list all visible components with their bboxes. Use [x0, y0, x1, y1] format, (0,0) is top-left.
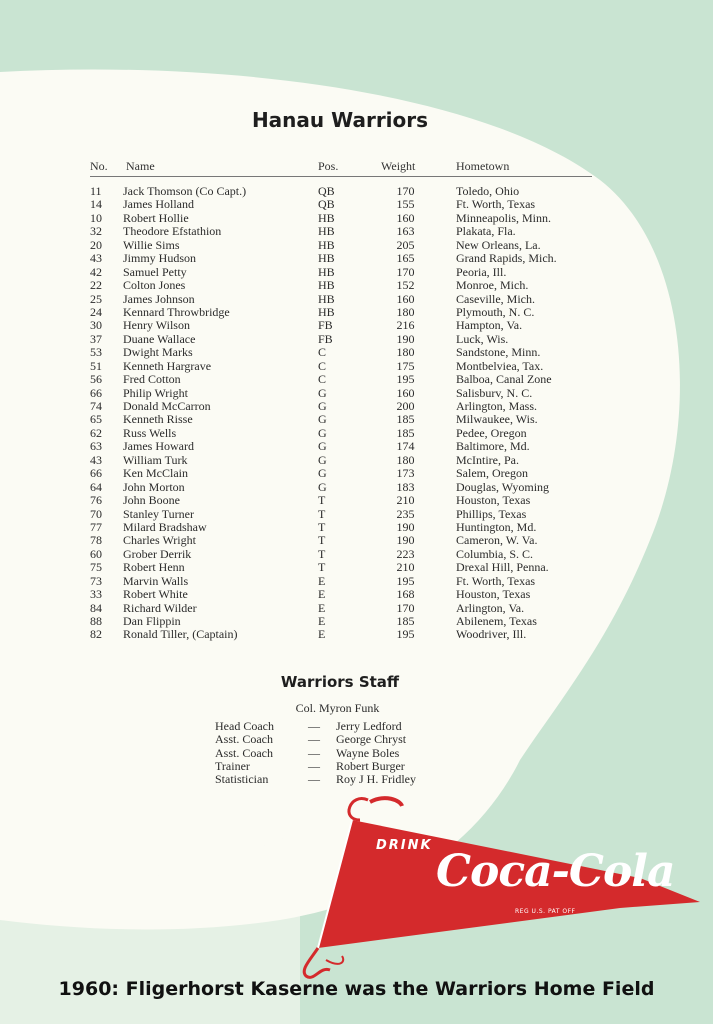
header-hometown: Hometown	[456, 159, 510, 173]
player-position: QB	[318, 197, 335, 212]
player-weight: 175	[396, 358, 415, 373]
player-position: HB	[318, 251, 335, 266]
player-name: James Holland	[123, 197, 194, 212]
staff-dash: —	[308, 745, 320, 760]
player-name: Samuel Petty	[123, 264, 187, 279]
player-number: 62	[90, 425, 102, 440]
player-hometown: Ft. Worth, Texas	[456, 197, 536, 212]
player-position: E	[318, 614, 326, 628]
player-number: 53	[90, 345, 102, 360]
player-weight: 165	[396, 251, 415, 266]
player-number: 42	[90, 264, 102, 279]
player-number: 73	[90, 573, 102, 588]
player-weight: 180	[396, 345, 415, 360]
ad-brand-logo: Coca-Cola	[436, 846, 675, 897]
table-row	[0, 561, 713, 574]
player-name: Philip Wright	[123, 385, 188, 400]
staff-dash: —	[308, 719, 320, 733]
player-position: HB	[318, 278, 335, 293]
player-number: 75	[90, 560, 102, 575]
player-name: Grober Derrik	[123, 546, 192, 561]
player-name: Ken McClain	[123, 466, 188, 481]
player-position: T	[318, 560, 326, 575]
player-hometown: Columbia, S. C.	[456, 546, 534, 561]
player-hometown: Cameron, W. Va.	[456, 533, 538, 548]
player-weight: 155	[396, 197, 415, 212]
staff-name: Roy J H. Fridley	[336, 772, 417, 787]
player-number: 24	[90, 304, 102, 319]
player-position: T	[318, 533, 326, 548]
player-number: 74	[90, 399, 102, 413]
player-name: James Johnson	[123, 291, 195, 306]
player-position: C	[318, 345, 327, 360]
player-position: T	[318, 546, 326, 561]
player-hometown: Milwaukee, Wis.	[456, 412, 538, 427]
player-position: C	[318, 372, 327, 387]
player-name: Dwight Marks	[123, 345, 193, 360]
player-number: 63	[90, 439, 102, 454]
staff-role: Statistician	[215, 772, 269, 787]
player-weight: 195	[396, 573, 415, 588]
player-name: John Morton	[123, 479, 185, 494]
player-position: HB	[318, 264, 335, 279]
player-number: 11	[90, 184, 102, 198]
player-position: HB	[318, 224, 335, 239]
player-name: James Howard	[123, 439, 194, 454]
player-weight: 163	[396, 224, 415, 239]
photo-caption: 1960: Fligerhorst Kaserne was the Warriors Home Field	[58, 978, 655, 1000]
player-name: Robert White	[123, 587, 188, 602]
player-name: Jimmy Hudson	[123, 251, 197, 266]
player-hometown: Plymouth, N. C.	[456, 304, 535, 319]
player-weight: 185	[396, 425, 415, 440]
player-weight: 174	[396, 439, 415, 454]
table-row	[0, 239, 713, 252]
player-position: E	[318, 573, 326, 588]
table-row	[0, 252, 713, 265]
player-name: Colton Jones	[123, 278, 186, 293]
player-number: 88	[90, 614, 102, 628]
table-row	[0, 212, 713, 225]
table-row	[0, 198, 713, 211]
player-hometown: Abilenem, Texas	[456, 614, 537, 628]
player-position: G	[318, 425, 327, 440]
player-hometown: Caseville, Mich.	[456, 291, 535, 306]
player-name: Jack Thomson (Co Capt.)	[123, 184, 247, 198]
header-no: No.	[90, 159, 108, 173]
player-number: 66	[90, 466, 102, 481]
table-row	[0, 454, 713, 467]
table-row	[0, 319, 713, 332]
table-row	[0, 185, 713, 198]
player-hometown: Hampton, Va.	[456, 318, 523, 333]
player-position: FB	[318, 331, 333, 346]
player-weight: 205	[396, 237, 415, 252]
player-position: HB	[318, 304, 335, 319]
player-position: G	[318, 399, 327, 413]
player-hometown: Luck, Wis.	[456, 331, 509, 346]
header-name: Name	[126, 159, 155, 173]
player-position: E	[318, 600, 326, 615]
player-position: G	[318, 479, 327, 494]
player-name: Kenneth Hargrave	[123, 358, 212, 373]
page-title: Hanau Warriors	[251, 108, 429, 132]
table-row	[0, 628, 713, 641]
player-hometown: Houston, Texas	[456, 493, 531, 508]
player-hometown: Grand Rapids, Mich.	[456, 251, 557, 266]
player-hometown: Houston, Texas	[456, 587, 531, 602]
player-weight: 210	[396, 560, 415, 575]
player-hometown: Balboa, Canal Zone	[456, 372, 552, 387]
player-weight: 200	[396, 399, 415, 413]
player-name: Willie Sims	[123, 237, 180, 252]
player-hometown: Monroe, Mich.	[456, 278, 529, 293]
player-number: 77	[90, 519, 102, 534]
table-row	[0, 427, 713, 440]
player-name: John Boone	[123, 493, 180, 508]
table-row	[0, 467, 713, 480]
table-row	[0, 575, 713, 588]
player-weight: 190	[396, 533, 415, 548]
player-hometown: Arlington, Mass.	[456, 399, 537, 413]
player-weight: 170	[396, 600, 415, 615]
player-number: 82	[90, 627, 102, 642]
player-weight: 160	[396, 210, 415, 225]
table-row	[0, 266, 713, 279]
player-position: G	[318, 466, 327, 481]
player-weight: 185	[396, 412, 415, 427]
player-hometown: Salisburv, N. C.	[456, 385, 533, 400]
player-weight: 160	[396, 291, 415, 306]
player-number: 65	[90, 412, 102, 427]
staff-row	[0, 720, 713, 733]
player-name: Duane Wallace	[123, 331, 196, 346]
player-weight: 170	[396, 264, 415, 279]
player-weight: 190	[396, 331, 415, 346]
player-name: Dan Flippin	[123, 614, 181, 628]
player-name: Fred Cotton	[123, 372, 181, 387]
staff-row	[0, 760, 713, 773]
player-number: 70	[90, 506, 102, 521]
table-row	[0, 615, 713, 628]
player-number: 25	[90, 291, 102, 306]
staff-role: Asst. Coach	[215, 732, 273, 747]
staff-row	[0, 733, 713, 746]
player-number: 30	[90, 318, 102, 333]
player-weight: 170	[396, 184, 415, 198]
player-number: 37	[90, 331, 102, 346]
staff-role: Trainer	[215, 758, 250, 773]
player-position: HB	[318, 237, 335, 252]
player-hometown: Peoria, Ill.	[456, 264, 507, 279]
player-position: E	[318, 587, 326, 602]
player-number: 56	[90, 372, 102, 387]
player-position: G	[318, 385, 327, 400]
staff-name: George Chryst	[336, 732, 407, 747]
player-weight: 195	[396, 627, 415, 642]
player-hometown: Pedee, Oregon	[456, 425, 527, 440]
player-position: G	[318, 452, 327, 467]
player-weight: 183	[396, 479, 415, 494]
player-weight: 235	[396, 506, 415, 521]
player-position: E	[318, 627, 326, 642]
player-hometown: Phillips, Texas	[456, 506, 527, 521]
ad-drink-text: DRINK	[376, 838, 433, 853]
player-name: Milard Bradshaw	[123, 519, 207, 534]
player-hometown: Toledo, Ohio	[456, 184, 520, 198]
player-weight: 185	[396, 614, 415, 628]
player-number: 32	[90, 224, 102, 239]
table-row	[0, 588, 713, 601]
staff-title: Warriors Staff	[280, 673, 400, 691]
player-number: 66	[90, 385, 102, 400]
player-weight: 216	[396, 318, 415, 333]
table-row	[0, 225, 713, 238]
player-name: Kennard Throwbridge	[123, 304, 230, 319]
table-row	[0, 293, 713, 306]
player-hometown: Ft. Worth, Texas	[456, 573, 536, 588]
staff-name: Wayne Boles	[336, 745, 400, 760]
player-name: Henry Wilson	[123, 318, 190, 333]
player-name: Stanley Turner	[123, 506, 195, 521]
ad-trademark: REG U.S. PAT OFF	[515, 908, 576, 915]
player-position: HB	[318, 291, 335, 306]
table-row	[0, 534, 713, 547]
player-hometown: Baltimore, Md.	[456, 439, 530, 454]
player-hometown: Salem, Oregon	[456, 466, 528, 481]
staff-dash: —	[308, 772, 320, 787]
player-weight: 160	[396, 385, 415, 400]
player-name: Kenneth Risse	[123, 412, 193, 427]
player-weight: 180	[396, 304, 415, 319]
player-position: G	[318, 412, 327, 427]
player-number: 10	[90, 210, 102, 225]
player-position: T	[318, 519, 326, 534]
player-weight: 190	[396, 519, 415, 534]
player-name: Richard Wilder	[123, 600, 197, 615]
player-name: Theodore Efstathion	[123, 224, 222, 239]
staff-name: Robert Burger	[336, 758, 405, 773]
table-row	[0, 279, 713, 292]
header-weight: Weight	[381, 159, 416, 173]
player-hometown: Drexal Hill, Penna.	[456, 560, 549, 575]
player-weight: 223	[396, 546, 415, 561]
player-number: 20	[90, 237, 102, 252]
table-row	[0, 413, 713, 426]
player-hometown: Arlington, Va.	[456, 600, 525, 615]
staff-row	[0, 747, 713, 760]
player-position: G	[318, 439, 327, 454]
player-hometown: Montbelviea, Tax.	[456, 358, 544, 373]
player-number: 51	[90, 358, 102, 373]
table-row	[0, 400, 713, 413]
staff-row	[0, 773, 713, 786]
player-position: FB	[318, 318, 333, 333]
player-hometown: Woodriver, Ill.	[456, 627, 527, 642]
table-row	[0, 387, 713, 400]
staff-dash: —	[308, 732, 320, 747]
table-row	[0, 360, 713, 373]
player-hometown: Sandstone, Minn.	[456, 345, 541, 360]
table-row	[0, 306, 713, 319]
player-position: QB	[318, 184, 335, 198]
roster-table	[0, 185, 713, 642]
staff-role: Asst. Coach	[215, 745, 273, 760]
player-hometown: McIntire, Pa.	[456, 452, 519, 467]
player-weight: 210	[396, 493, 415, 508]
staff-name: Jerry Ledford	[336, 719, 402, 733]
player-position: C	[318, 358, 327, 373]
player-weight: 168	[396, 587, 415, 602]
player-name: Ronald Tiller, (Captain)	[123, 627, 238, 642]
player-weight: 152	[396, 278, 415, 293]
player-hometown: Douglas, Wyoming	[456, 479, 550, 494]
staff-dash: —	[308, 758, 320, 773]
header-divider	[90, 176, 592, 177]
header-pos: Pos.	[318, 159, 339, 173]
table-row	[0, 440, 713, 453]
player-name: Charles Wright	[123, 533, 196, 548]
player-hometown: Plakata, Fla.	[456, 224, 516, 239]
player-number: 78	[90, 533, 102, 548]
table-row	[0, 602, 713, 615]
player-weight: 173	[396, 466, 415, 481]
table-row	[0, 521, 713, 534]
player-number: 22	[90, 278, 102, 293]
player-name: Robert Hollie	[123, 210, 189, 225]
player-position: T	[318, 493, 326, 508]
player-position: T	[318, 506, 326, 521]
table-row	[0, 508, 713, 521]
player-number: 43	[90, 452, 102, 467]
player-hometown: New Orleans, La.	[456, 237, 541, 252]
player-hometown: Minneapolis, Minn.	[456, 210, 551, 225]
staff-list	[0, 720, 713, 786]
player-position: HB	[318, 210, 335, 225]
table-row	[0, 494, 713, 507]
staff-role: Head Coach	[215, 719, 274, 733]
table-row	[0, 373, 713, 386]
table-row	[0, 481, 713, 494]
player-name: Donald McCarron	[123, 399, 211, 413]
player-hometown: Huntington, Md.	[456, 519, 537, 534]
player-name: Marvin Walls	[123, 573, 189, 588]
player-number: 76	[90, 493, 102, 508]
staff-colonel: Col. Myron Funk	[295, 701, 380, 715]
player-name: Robert Henn	[123, 560, 185, 575]
player-number: 64	[90, 479, 102, 494]
player-number: 33	[90, 587, 102, 602]
player-number: 43	[90, 251, 102, 266]
player-number: 84	[90, 600, 102, 615]
player-name: William Turk	[123, 452, 188, 467]
player-number: 60	[90, 546, 102, 561]
table-row	[0, 548, 713, 561]
player-weight: 195	[396, 372, 415, 387]
table-row	[0, 333, 713, 346]
player-name: Russ Wells	[123, 425, 177, 440]
table-row	[0, 346, 713, 359]
player-number: 14	[90, 197, 102, 212]
player-weight: 180	[396, 452, 415, 467]
